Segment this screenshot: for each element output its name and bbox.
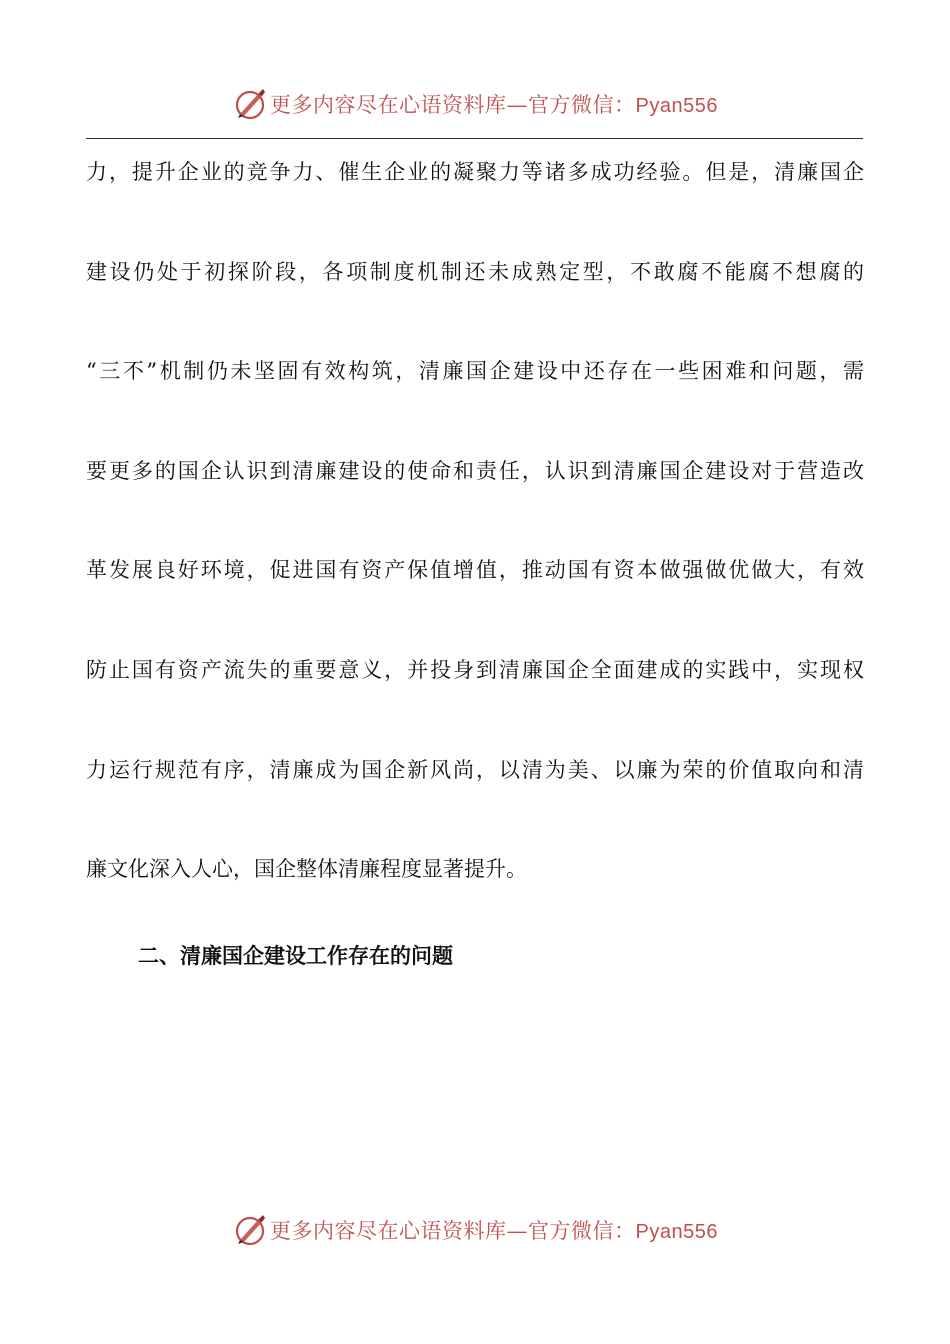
pen-circle-icon	[232, 1212, 268, 1248]
official-label: 官方微信：	[528, 93, 636, 117]
paragraph-line: 防止国有资产流失的重要意义，并投身到清廉国企全面建成的实践中，实现权	[86, 657, 864, 682]
brand-dash: —	[506, 1219, 529, 1243]
header-banner	[0, 82, 950, 126]
footer-brand-text	[270, 1215, 718, 1245]
pen-circle-icon	[232, 86, 268, 122]
header-divider	[86, 138, 863, 139]
official-label: 官方微信：	[528, 1219, 636, 1243]
brand-name: 更多内容尽在心语资料库	[270, 1219, 507, 1243]
wechat-id: Pyan556	[635, 1221, 718, 1243]
body-paragraph	[86, 150, 864, 947]
brand-name: 更多内容尽在心语资料库	[270, 93, 507, 117]
section-heading: 二、清廉国企建设工作存在的问题	[138, 944, 453, 968]
header-brand-text	[270, 89, 718, 119]
paragraph-line: 革发展良好环境，促进国有资产保值增值，推动国有资本做强做优做大，有效	[86, 558, 864, 583]
paragraph-line: 建设仍处于初探阶段，各项制度机制还未成熟定型，不敢腐不能腐不想腐的	[86, 259, 864, 284]
footer-banner	[0, 1208, 950, 1252]
paragraph-line: “三不”机制仍未坚固有效构筑，清廉国企建设中还存在一些困难和问题，需	[86, 359, 864, 384]
wechat-id: Pyan556	[635, 95, 718, 117]
brand-dash: —	[506, 93, 529, 117]
paragraph-line: 廉文化深入人心，国企整体清廉程度显著提升。	[86, 857, 527, 882]
paragraph-line: 力，提升企业的竞争力、催生企业的凝聚力等诸多成功经验。但是，清廉国企	[86, 160, 864, 184]
paragraph-line: 力运行规范有序，清廉成为国企新风尚，以清为美、以廉为荣的价值取向和清	[86, 757, 864, 782]
paragraph-line: 要更多的国企认识到清廉建设的使命和责任，认识到清廉国企建设对于营造改	[86, 458, 864, 483]
